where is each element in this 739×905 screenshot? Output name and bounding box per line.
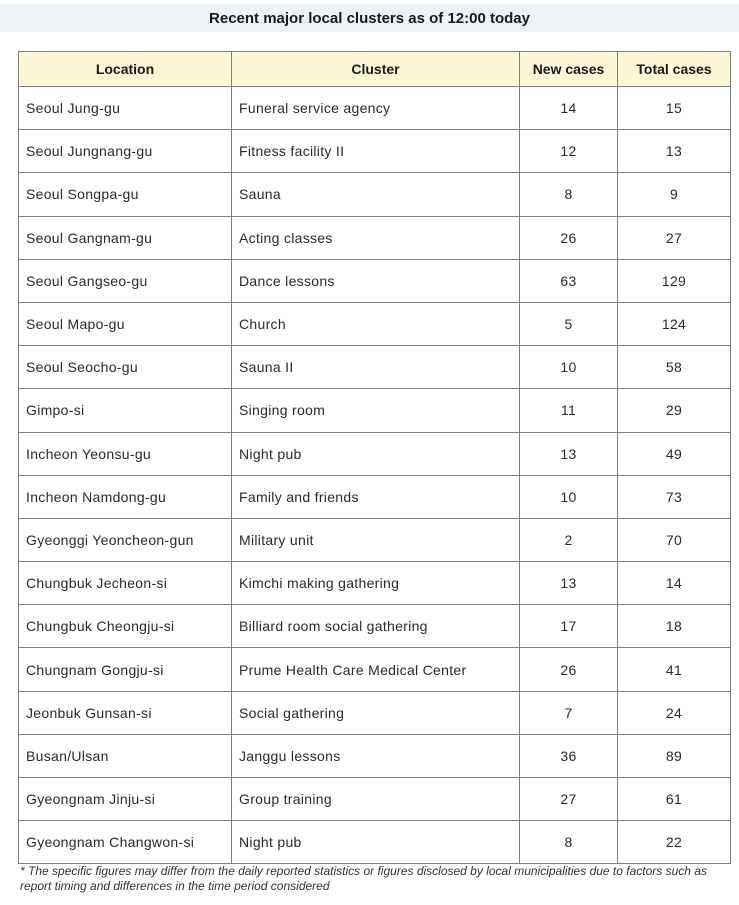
new-cases-cell: 63: [520, 259, 618, 302]
table-row: [19, 821, 731, 864]
total-cases-cell: 41: [618, 648, 731, 691]
cluster-cell: Group training: [232, 778, 520, 821]
table-row: [19, 173, 731, 216]
header-cluster: Cluster: [232, 52, 520, 87]
cluster-cell: Night pub: [232, 821, 520, 864]
cluster-cell: Prume Health Care Medical Center: [232, 648, 520, 691]
cluster-cell: Sauna II: [232, 346, 520, 389]
table-row: [19, 691, 731, 734]
total-cases-cell: 15: [618, 87, 731, 130]
new-cases-cell: 2: [520, 518, 618, 561]
cluster-cell: Kimchi making gathering: [232, 562, 520, 605]
table-row: [19, 475, 731, 518]
new-cases-cell: 5: [520, 302, 618, 345]
table-row: [19, 389, 731, 432]
page-title: Recent major local clusters as of 12:00 today: [209, 9, 530, 27]
cluster-cell: Night pub: [232, 432, 520, 475]
new-cases-cell: 8: [520, 821, 618, 864]
cluster-cell: Singing room: [232, 389, 520, 432]
location-cell: Seoul Jung-gu: [19, 87, 232, 130]
new-cases-cell: 12: [520, 130, 618, 173]
footnote: * The specific figures may differ from the daily reported statistics or figures disclosed by local municipalities due to factors such as report timing and differences in the time period considered: [20, 864, 707, 893]
cluster-cell: Acting classes: [232, 216, 520, 259]
new-cases-cell: 27: [520, 778, 618, 821]
title-bar: [0, 4, 739, 32]
total-cases-cell: 22: [618, 821, 731, 864]
total-cases-cell: 27: [618, 216, 731, 259]
cluster-cell: Janggu lessons: [232, 734, 520, 777]
table-row: [19, 605, 731, 648]
location-cell: Chungbuk Jecheon-si: [19, 562, 232, 605]
location-cell: Incheon Namdong-gu: [19, 475, 232, 518]
location-cell: Jeonbuk Gunsan-si: [19, 691, 232, 734]
table-row: [19, 130, 731, 173]
new-cases-cell: 17: [520, 605, 618, 648]
new-cases-cell: 7: [520, 691, 618, 734]
total-cases-cell: 18: [618, 605, 731, 648]
total-cases-cell: 61: [618, 778, 731, 821]
total-cases-cell: 124: [618, 302, 731, 345]
table-row: [19, 302, 731, 345]
new-cases-cell: 10: [520, 346, 618, 389]
total-cases-cell: 73: [618, 475, 731, 518]
location-cell: Seoul Gangnam-gu: [19, 216, 232, 259]
location-cell: Seoul Jungnang-gu: [19, 130, 232, 173]
total-cases-cell: 58: [618, 346, 731, 389]
table-header-row: [19, 52, 731, 87]
new-cases-cell: 36: [520, 734, 618, 777]
cluster-cell: Military unit: [232, 518, 520, 561]
total-cases-cell: 89: [618, 734, 731, 777]
location-cell: Gyeonggi Yeoncheon-gun: [19, 518, 232, 561]
location-cell: Seoul Mapo-gu: [19, 302, 232, 345]
new-cases-cell: 11: [520, 389, 618, 432]
total-cases-cell: 129: [618, 259, 731, 302]
header-new-cases: New cases: [520, 52, 618, 87]
cluster-cell: Family and friends: [232, 475, 520, 518]
header-location: Location: [19, 52, 232, 87]
cluster-cell: Sauna: [232, 173, 520, 216]
table-body: [19, 87, 731, 864]
table-row: [19, 734, 731, 777]
location-cell: Seoul Seocho-gu: [19, 346, 232, 389]
location-cell: Chungnam Gongju-si: [19, 648, 232, 691]
new-cases-cell: 10: [520, 475, 618, 518]
table-row: [19, 778, 731, 821]
cluster-cell: Dance lessons: [232, 259, 520, 302]
new-cases-cell: 13: [520, 562, 618, 605]
table-row: [19, 346, 731, 389]
total-cases-cell: 14: [618, 562, 731, 605]
location-cell: Seoul Songpa-gu: [19, 173, 232, 216]
cluster-cell: Funeral service agency: [232, 87, 520, 130]
header-total-cases: Total cases: [618, 52, 731, 87]
table-row: [19, 259, 731, 302]
location-cell: Chungbuk Cheongju-si: [19, 605, 232, 648]
cluster-cell: Fitness facility II: [232, 130, 520, 173]
total-cases-cell: 24: [618, 691, 731, 734]
location-cell: Gyeongnam Jinju-si: [19, 778, 232, 821]
location-cell: Incheon Yeonsu-gu: [19, 432, 232, 475]
cluster-cell: Billiard room social gathering: [232, 605, 520, 648]
location-cell: Gimpo-si: [19, 389, 232, 432]
new-cases-cell: 14: [520, 87, 618, 130]
total-cases-cell: 29: [618, 389, 731, 432]
table-row: [19, 648, 731, 691]
table-row: [19, 432, 731, 475]
table-row: [19, 562, 731, 605]
cluster-cell: Church: [232, 302, 520, 345]
table-row: [19, 216, 731, 259]
new-cases-cell: 13: [520, 432, 618, 475]
table-row: [19, 87, 731, 130]
total-cases-cell: 70: [618, 518, 731, 561]
location-cell: Busan/Ulsan: [19, 734, 232, 777]
new-cases-cell: 8: [520, 173, 618, 216]
new-cases-cell: 26: [520, 648, 618, 691]
total-cases-cell: 13: [618, 130, 731, 173]
clusters-table: [18, 51, 731, 864]
cluster-cell: Social gathering: [232, 691, 520, 734]
new-cases-cell: 26: [520, 216, 618, 259]
table-row: [19, 518, 731, 561]
total-cases-cell: 9: [618, 173, 731, 216]
location-cell: Seoul Gangseo-gu: [19, 259, 232, 302]
location-cell: Gyeongnam Changwon-si: [19, 821, 232, 864]
total-cases-cell: 49: [618, 432, 731, 475]
